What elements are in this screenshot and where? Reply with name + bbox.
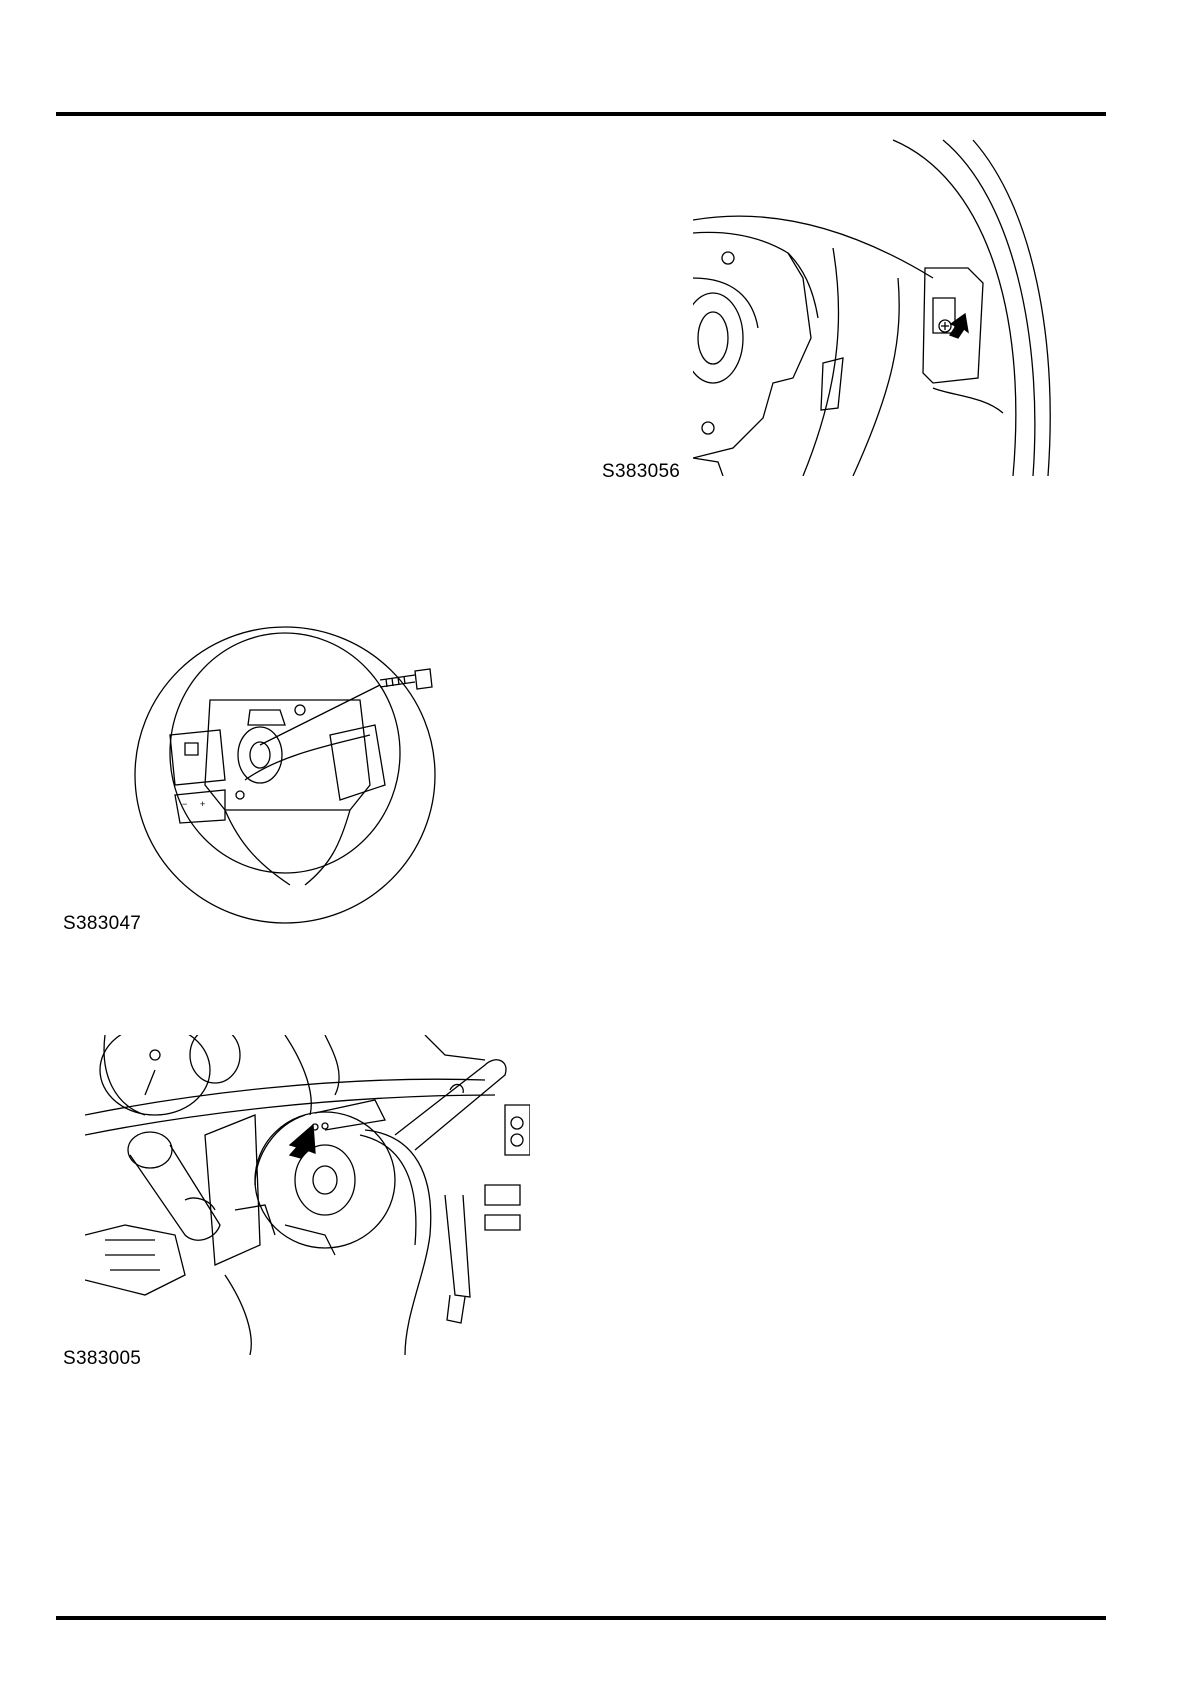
footer-rule [56, 1616, 1106, 1620]
figure-steering-wheel-retaining-bolt [63, 595, 480, 940]
bolt [260, 669, 432, 745]
arrow-indicator [950, 314, 968, 338]
figure-rotary-coupler-column-switchgear [63, 1035, 530, 1369]
arrow-indicator [290, 1125, 315, 1158]
wheel-rim-inner [170, 633, 400, 873]
harness-connector [360, 1130, 470, 1355]
switch-pack-spoke [923, 268, 1003, 413]
header-rule [56, 112, 1106, 116]
airbag-mounting-plate [693, 216, 933, 476]
figure-steering-wheel-switch-pack [602, 138, 1053, 482]
figure-label: S383056 [602, 461, 681, 482]
wheel-rim-outline [803, 140, 1050, 476]
figure-label: S383005 [63, 1348, 142, 1369]
figure-label: S383047 [63, 913, 142, 934]
svg-text:−: − [182, 799, 188, 809]
svg-text:+: + [200, 799, 206, 809]
wheel-hub-assembly [170, 700, 385, 885]
wheel-rim-outer [135, 627, 435, 923]
wiper-stalk [395, 1060, 506, 1150]
